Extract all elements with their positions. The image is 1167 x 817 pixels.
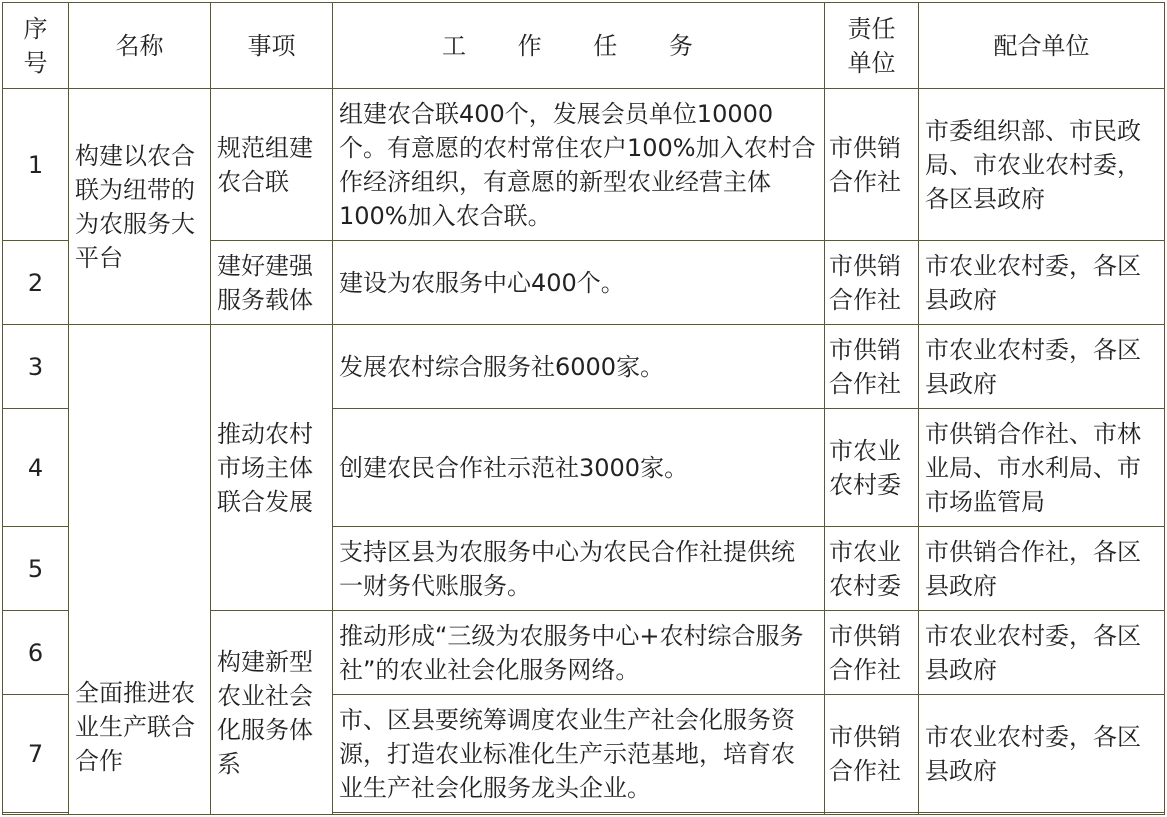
header-name: 名称 [69, 3, 211, 89]
item-name: 构建新型农业社会化服务体系 [211, 611, 333, 815]
row-seq: 7 [3, 695, 69, 813]
row-responsible: 市供销合作社 [825, 325, 919, 409]
group-name: 构建以农合联为纽带的为农服务大平台 [69, 89, 211, 325]
header-row [3, 3, 1165, 89]
row-responsible: 市供销合作社 [825, 89, 919, 241]
row-cooperating: 市供销合作社、市林业局、市水利局、市市场监管局 [919, 409, 1165, 527]
table-row [3, 89, 1165, 241]
row-seq: 5 [3, 527, 69, 611]
table-row [3, 325, 1165, 409]
row-task: 推动形成“三级为农服务中心+农村综合服务社”的农业社会化服务网络。 [333, 611, 825, 695]
row-task: 发展农村综合服务社6000家。 [333, 325, 825, 409]
row-responsible: 市农业农村委 [825, 409, 919, 527]
row-task: 市、区县要统筹调度农业生产社会化服务资源，打造农业标准化生产示范基地，培育农业生产社会化服务龙头企业。 [333, 695, 825, 813]
tail-cell [919, 813, 1165, 815]
group-name: 全面推进农业生产联合合作 [69, 325, 211, 815]
header-cooperating: 配合单位 [919, 3, 1165, 89]
row-task: 组建农合联400个，发展会员单位10000个。有意愿的农村常住农户100%加入农村合作经济组织，有意愿的新型农业经营主体100%加入农合联。 [333, 89, 825, 241]
row-responsible: 市供销合作社 [825, 695, 919, 813]
row-seq: 4 [3, 409, 69, 527]
row-task: 支持区县为农服务中心为农民合作社提供统一财务代账服务。 [333, 527, 825, 611]
row-seq: 1 [3, 89, 69, 241]
tail-cell [825, 813, 919, 815]
row-seq: 3 [3, 325, 69, 409]
tail-cell [333, 813, 825, 815]
tail-cell [3, 813, 69, 815]
item-name: 推动农村市场主体联合发展 [211, 325, 333, 611]
row-cooperating: 市农业农村委，各区县政府 [919, 695, 1165, 813]
row-cooperating: 市农业农村委，各区县政府 [919, 325, 1165, 409]
row-cooperating: 市农业农村委，各区县政府 [919, 241, 1165, 325]
item-name: 规范组建农合联 [211, 89, 333, 241]
row-cooperating: 市供销合作社，各区县政府 [919, 527, 1165, 611]
row-responsible: 市供销合作社 [825, 241, 919, 325]
row-responsible: 市供销合作社 [825, 611, 919, 695]
row-cooperating: 市农业农村委，各区县政府 [919, 611, 1165, 695]
header-seq: 序 号 [3, 3, 69, 89]
header-task: 工 作 任 务 [333, 3, 825, 89]
row-task: 创建农民合作社示范社3000家。 [333, 409, 825, 527]
row-seq: 2 [3, 241, 69, 325]
row-cooperating: 市委组织部、市民政局、市农业农村委，各区县政府 [919, 89, 1165, 241]
row-task: 建设为农服务中心400个。 [333, 241, 825, 325]
header-responsible: 责任 单位 [825, 3, 919, 89]
header-item: 事项 [211, 3, 333, 89]
row-seq: 6 [3, 611, 69, 695]
item-name: 建好建强服务载体 [211, 241, 333, 325]
row-responsible: 市农业农村委 [825, 527, 919, 611]
task-table [2, 2, 1165, 815]
